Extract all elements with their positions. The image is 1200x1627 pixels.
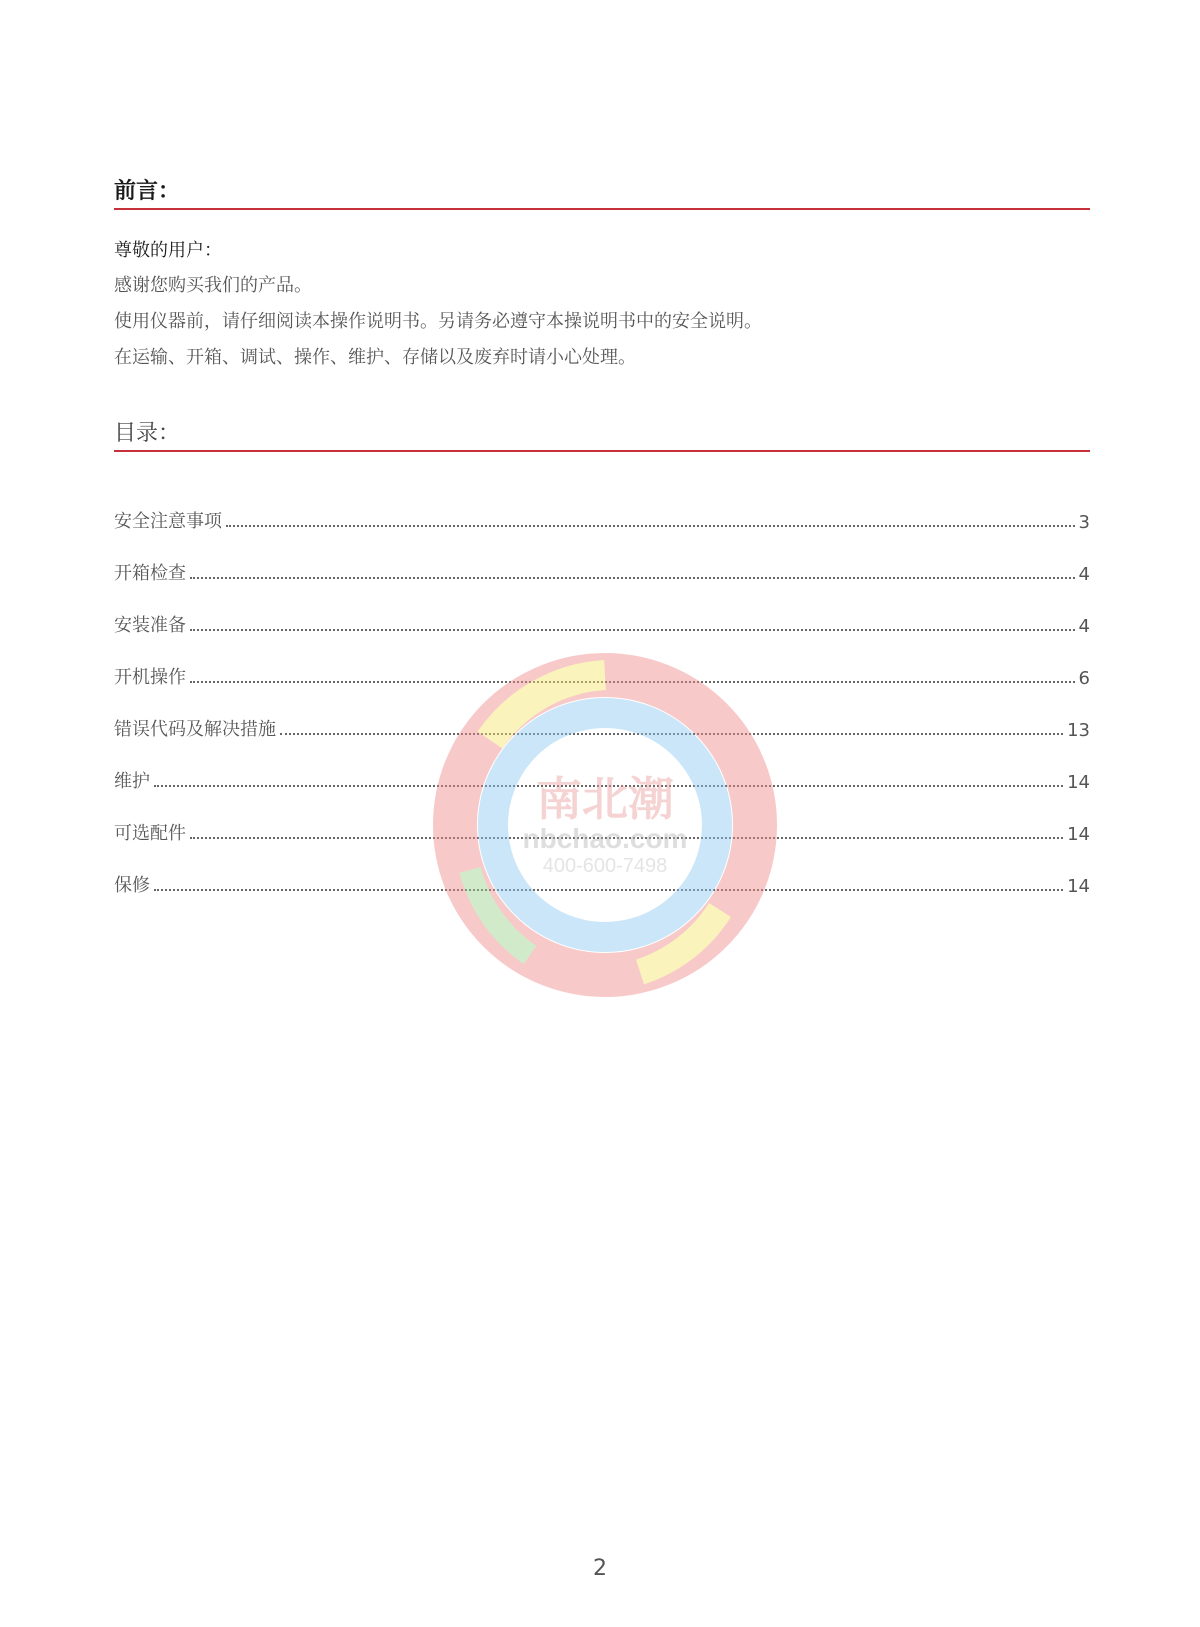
toc-leader-dots bbox=[154, 888, 1063, 891]
toc-entry-title: 保修 bbox=[114, 875, 150, 896]
toc-entry-maintenance[interactable] bbox=[114, 741, 1090, 793]
toc-leader-dots bbox=[226, 524, 1075, 527]
toc-entry-title: 错误代码及解决措施 bbox=[114, 719, 276, 740]
table-of-contents bbox=[114, 481, 1090, 897]
page-number: 2 bbox=[593, 1556, 607, 1581]
toc-entry-page: 6 bbox=[1078, 668, 1090, 689]
toc-entry-page: 14 bbox=[1067, 876, 1090, 897]
toc-leader-dots bbox=[190, 680, 1075, 683]
toc-entry-accessories[interactable] bbox=[114, 793, 1090, 845]
toc-leader-dots bbox=[190, 576, 1075, 579]
preface-paragraph-2: 使用仪器前，请仔细阅读本操作说明书。另请务必遵守本操说明书中的安全说明。 bbox=[114, 311, 762, 332]
toc-entry-title: 安全注意事项 bbox=[114, 511, 222, 532]
toc-entry-title: 开箱检查 bbox=[114, 563, 186, 584]
watermark-phone: 400-600-7498 bbox=[542, 855, 668, 877]
toc-entry-page: 3 bbox=[1078, 512, 1090, 533]
toc-entry-warranty[interactable] bbox=[114, 845, 1090, 897]
toc-leader-dots bbox=[190, 836, 1063, 839]
preface-paragraph-1: 感谢您购买我们的产品。 bbox=[114, 275, 312, 296]
preface-paragraph-3: 在运输、开箱、调试、操作、维护、存储以及废弃时请小心处理。 bbox=[114, 347, 636, 368]
toc-entry-title: 可选配件 bbox=[114, 823, 186, 844]
toc-leader-dots bbox=[190, 628, 1075, 631]
toc-heading: 目录： bbox=[114, 420, 1090, 452]
toc-entry-title: 维护 bbox=[114, 771, 150, 792]
watermark-site: nbchao.com bbox=[522, 823, 688, 854]
toc-entry-error-codes[interactable] bbox=[114, 689, 1090, 741]
toc-entry-unboxing[interactable] bbox=[114, 533, 1090, 585]
watermark-brand: 南北潮 bbox=[536, 774, 674, 825]
toc-entry-page: 14 bbox=[1067, 772, 1090, 793]
toc-leader-dots bbox=[154, 784, 1063, 787]
toc-entry-title: 开机操作 bbox=[114, 667, 186, 688]
toc-entry-page: 14 bbox=[1067, 824, 1090, 845]
toc-entry-installation[interactable] bbox=[114, 585, 1090, 637]
toc-entry-page: 4 bbox=[1078, 564, 1090, 585]
toc-entry-startup[interactable] bbox=[114, 637, 1090, 689]
toc-entry-title: 安装准备 bbox=[114, 615, 186, 636]
toc-entry-page: 4 bbox=[1078, 616, 1090, 637]
preface-heading: 前言： bbox=[114, 178, 1090, 210]
toc-leader-dots bbox=[280, 732, 1063, 735]
toc-entry-page: 13 bbox=[1067, 720, 1090, 741]
greeting-line: 尊敬的用户： bbox=[114, 240, 222, 261]
toc-entry-safety[interactable] bbox=[114, 481, 1090, 533]
